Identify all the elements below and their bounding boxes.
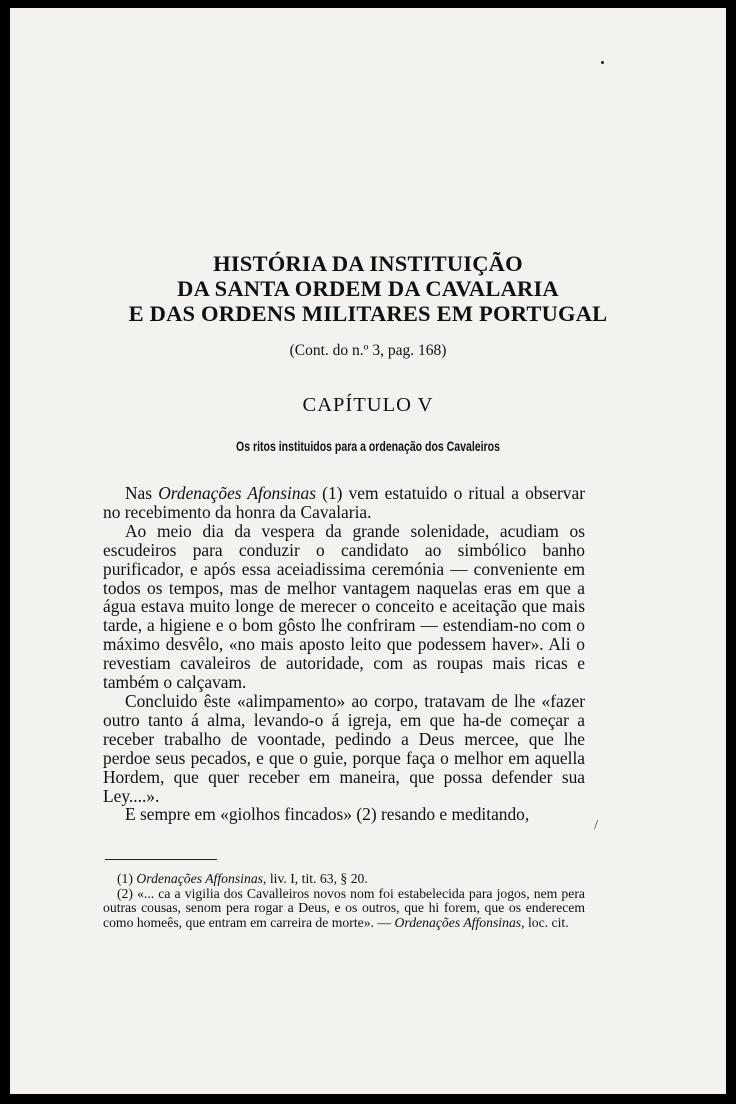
paragraph-3: Concluido êste «alimpamento» ao corpo, tratavam de lhe «fazer outro tanto á alma, levando-o á igreja, em que ha-de começar a receber trabalho de voontade, pedindo a Deus mercee, que lhe perdoe seus pecados, e que o guie, porque faça o melhor em aquella Hordem, que quer receber em maneira, que possa defender sua Ley....». — [103, 690, 585, 806]
footnote-1 — [103, 872, 585, 887]
footnote-1-italic: Ordenações Affonsinas — [136, 871, 263, 886]
footnotes — [103, 872, 585, 930]
chapter-heading: CAPÍTULO V — [302, 394, 434, 416]
paragraph-1-rest: (1) vem estatuido o ritual a observar no recebimento da honra da Cavalaria. — [103, 483, 585, 522]
margin-mark: / — [594, 818, 598, 833]
title-line-3: E DAS ORDENS MILITARES EM PORTUGAL — [128, 301, 608, 326]
footnote-2-lead: (2) «... ca a vigilia dos Cavalleiros novos nom foi estabelecida para jogos, nem pera outras cousas, senom pera rogar a Deus, e os outros, que hi forem, que os enderecem como homeês, que entram em carreira de morte». — — [103, 885, 585, 930]
paragraph-2: Ao meio dia da vespera da grande solenidade, acudiam os escudeiros para conduzir o candidato ao simbólico banho purificador, e após essa aceiadissima ceremónia — conveniente em todos os tempos, mas de melhor vantagem naquelas eras em que a água estava muito longe de merecer o conceito e aceitação que mais tarde, a higiene e o bom gôsto lhe confriram — estendiam-no com o máximo desvêlo, «no mais aposto leito que podessem haver». Ali o revestiam cavaleiros de autoridade, com as roupas mais ricas e também o calçavam. — [103, 520, 585, 693]
paragraph-1 — [103, 484, 585, 522]
title-line-2: DA SANTA ORDEM DA CAVALARIA — [177, 276, 559, 301]
footnote-2-italic: Ordenações Affonsinas — [394, 914, 522, 930]
body-text — [103, 484, 585, 824]
document-page — [10, 8, 726, 1094]
paragraph-1-lead: Nas — [125, 483, 159, 503]
footnote-1-num: (1) — [117, 871, 137, 886]
continuation-note: (Cont. do n.º 3, pag. 168) — [289, 342, 447, 359]
chapter-subtitle: Os ritos instituidos para a ordenação dos Cavaleiros — [236, 439, 500, 454]
footnote-2 — [103, 887, 585, 931]
footnote-rule — [105, 859, 217, 860]
paragraph-4: E sempre em «giolhos fincados» (2) resando e meditando, — [125, 804, 530, 825]
title-line-1: HISTÓRIA DA INSTITUIÇÃO — [213, 251, 523, 276]
footnote-1-rest: , liv. I, tit. 63, § 20. — [263, 871, 368, 886]
paragraph-1-italic: Ordenações Afonsinas — [158, 483, 317, 503]
footnote-2-rest: , loc. cit. — [521, 914, 569, 930]
ink-dot — [601, 61, 604, 64]
